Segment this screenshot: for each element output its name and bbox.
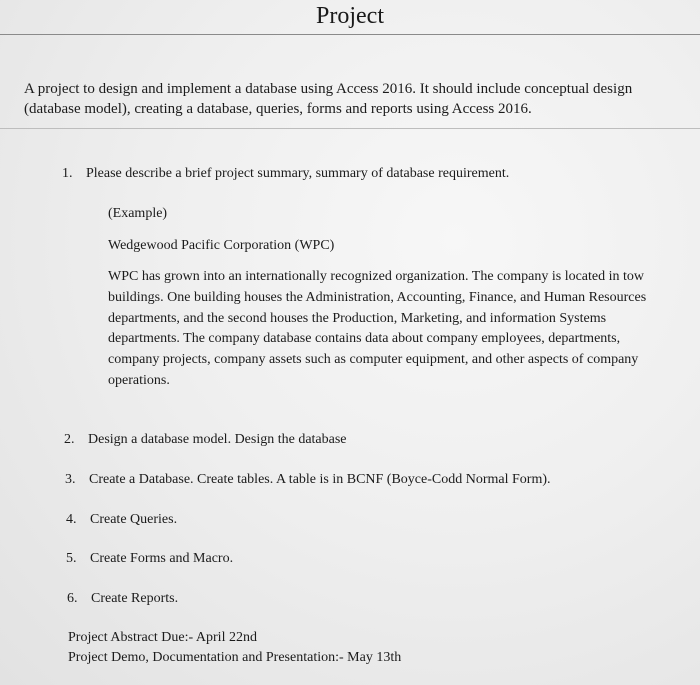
item-number-3: 3. bbox=[65, 472, 76, 487]
example-company-description: WPC has grown into an internationally recognized organization. The company is located in tow buildings. One building houses the Administration, Accounting, Finance, and Human Resources departments, and the second houses the Production, Marketing, and information Systems departments. The company database contains data about company employees, departments, company projects, company assets such as computer equipment, and other aspects of company operations. bbox=[108, 269, 647, 388]
item-number-4: 4. bbox=[66, 512, 77, 527]
item-text-2: Design a database model. Design the database bbox=[88, 432, 347, 447]
demo-due-date: Project Demo, Documentation and Presentation:- May 13th bbox=[68, 650, 402, 665]
page-title: Project bbox=[316, 3, 384, 29]
item-number-2: 2. bbox=[64, 432, 75, 447]
example-company-name: Wedgewood Pacific Corporation (WPC) bbox=[108, 238, 335, 253]
title-divider bbox=[0, 34, 700, 35]
item-text-5: Create Forms and Macro. bbox=[90, 551, 234, 566]
example-label: (Example) bbox=[108, 206, 168, 221]
item-text-6: Create Reports. bbox=[91, 591, 179, 606]
abstract-due-date: Project Abstract Due:- April 22nd bbox=[68, 630, 257, 645]
item-text-4: Create Queries. bbox=[90, 512, 178, 527]
item-number-5: 5. bbox=[66, 551, 77, 566]
intro-paragraph: A project to design and implement a database using Access 2016. It should include conceptual design (database model), creating a database, queries, forms and reports using Access 2016. bbox=[24, 81, 633, 117]
item-text-3: Create a Database. Create tables. A table is in BCNF (Boyce-Codd Normal Form). bbox=[89, 472, 551, 487]
intro-divider bbox=[0, 128, 700, 129]
item-text-1: Please describe a brief project summary, summary of database requirement. bbox=[86, 166, 510, 181]
item-number-6: 6. bbox=[67, 591, 78, 606]
item-number-1: 1. bbox=[62, 166, 73, 181]
